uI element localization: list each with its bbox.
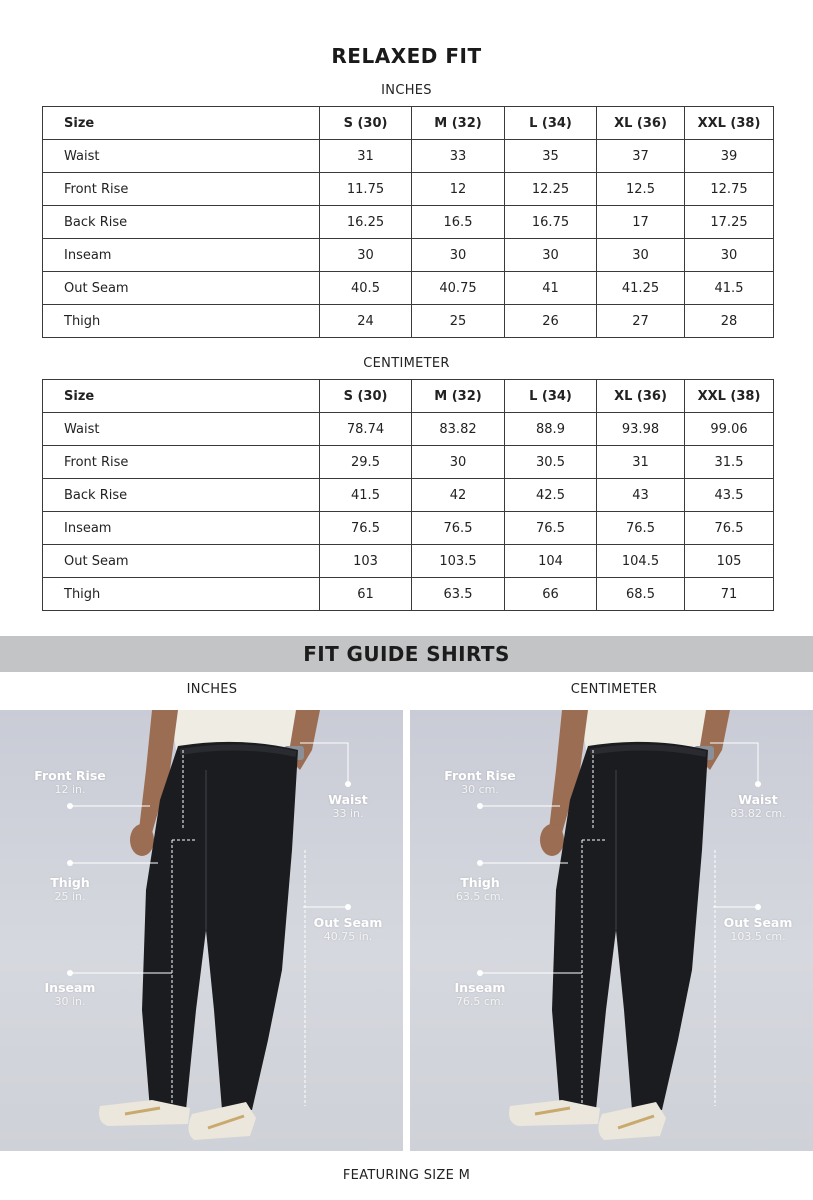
cell: 30: [412, 446, 505, 479]
inches-panel-label: INCHES: [186, 682, 238, 697]
table-row: [43, 578, 774, 611]
cell: 31.5: [685, 446, 774, 479]
thigh-callout: [430, 876, 530, 904]
cell: 41.25: [597, 272, 685, 305]
cell: 104.5: [597, 545, 685, 578]
front-rise-callout: [430, 769, 530, 797]
cell: 40.75: [412, 272, 505, 305]
front-rise-value: 12 in.: [54, 783, 86, 796]
cell: 104: [505, 545, 597, 578]
centimeter-fit-photo: [410, 710, 813, 1151]
row-label: Out Seam: [43, 272, 320, 305]
header-xl: XL (36): [597, 107, 685, 140]
row-label: Out Seam: [43, 545, 320, 578]
cell: 12.5: [597, 173, 685, 206]
cell: 39: [685, 140, 774, 173]
table-row: [43, 545, 774, 578]
table-header-row: [43, 380, 774, 413]
table-header-row: [43, 107, 774, 140]
row-label: Inseam: [43, 512, 320, 545]
cell: 25: [412, 305, 505, 338]
cell: 30: [685, 239, 774, 272]
fit-guide-banner: FIT GUIDE SHIRTS: [0, 636, 813, 672]
cell: 31: [320, 140, 412, 173]
header-s: S (30): [320, 107, 412, 140]
out-seam-name: Out Seam: [723, 915, 793, 930]
cell: 30.5: [505, 446, 597, 479]
cell: 30: [320, 239, 412, 272]
cell: 29.5: [320, 446, 412, 479]
header-xxl: XXL (38): [685, 380, 774, 413]
table-row: [43, 140, 774, 173]
centimeter-size-table: [42, 379, 774, 611]
waist-value: 33 in.: [332, 807, 364, 820]
header-xl: XL (36): [597, 380, 685, 413]
table-row: [43, 173, 774, 206]
cell: 42.5: [505, 479, 597, 512]
cell: 16.25: [320, 206, 412, 239]
waist-callout: [298, 793, 398, 821]
inches-table-label: INCHES: [381, 83, 432, 98]
table-row: [43, 446, 774, 479]
page-title: RELAXED FIT: [331, 44, 482, 68]
cell: 40.5: [320, 272, 412, 305]
table-row: [43, 512, 774, 545]
inches-fit-photo: [0, 710, 403, 1151]
cell: 11.75: [320, 173, 412, 206]
header-l: L (34): [505, 107, 597, 140]
row-label: Waist: [43, 413, 320, 446]
cell: 83.82: [412, 413, 505, 446]
cell: 78.74: [320, 413, 412, 446]
front-rise-name: Front Rise: [444, 768, 516, 783]
cell: 37: [597, 140, 685, 173]
cell: 33: [412, 140, 505, 173]
header-l: L (34): [505, 380, 597, 413]
thigh-callout: [20, 876, 120, 904]
cell: 76.5: [685, 512, 774, 545]
row-label: Back Rise: [43, 479, 320, 512]
out-seam-callout: [298, 916, 398, 944]
cell: 61: [320, 578, 412, 611]
header-m: M (32): [412, 380, 505, 413]
cell: 103.5: [412, 545, 505, 578]
row-label: Inseam: [43, 239, 320, 272]
thigh-value: 25 in.: [54, 890, 86, 903]
cell: 43: [597, 479, 685, 512]
header-s: S (30): [320, 380, 412, 413]
row-label: Thigh: [43, 578, 320, 611]
cell: 71: [685, 578, 774, 611]
thigh-name: Thigh: [50, 875, 90, 890]
cell: 16.5: [412, 206, 505, 239]
cell: 26: [505, 305, 597, 338]
cell: 16.75: [505, 206, 597, 239]
header-xxl: XXL (38): [685, 107, 774, 140]
table-row: [43, 272, 774, 305]
centimeter-panel-label: CENTIMETER: [570, 682, 658, 697]
cell: 105: [685, 545, 774, 578]
front-rise-value: 30 cm.: [461, 783, 499, 796]
cell: 17: [597, 206, 685, 239]
cell: 30: [412, 239, 505, 272]
cell: 43.5: [685, 479, 774, 512]
cell: 12: [412, 173, 505, 206]
inseam-callout: [20, 981, 120, 1009]
thigh-name: Thigh: [460, 875, 500, 890]
row-label: Waist: [43, 140, 320, 173]
row-label: Front Rise: [43, 446, 320, 479]
table-row: [43, 305, 774, 338]
cell: 30: [505, 239, 597, 272]
cell: 76.5: [320, 512, 412, 545]
row-label: Front Rise: [43, 173, 320, 206]
row-label: Thigh: [43, 305, 320, 338]
cell: 76.5: [597, 512, 685, 545]
cell: 93.98: [597, 413, 685, 446]
front-rise-name: Front Rise: [34, 768, 106, 783]
header-m: M (32): [412, 107, 505, 140]
cell: 76.5: [412, 512, 505, 545]
inseam-callout: [430, 981, 530, 1009]
cell: 41.5: [320, 479, 412, 512]
cell: 41: [505, 272, 597, 305]
header-size: Size: [43, 380, 320, 413]
table-row: [43, 479, 774, 512]
cell: 27: [597, 305, 685, 338]
inseam-value: 76.5 cm.: [455, 995, 505, 1008]
waist-name: Waist: [738, 792, 778, 807]
cell: 12.25: [505, 173, 597, 206]
out-seam-name: Out Seam: [313, 915, 383, 930]
cell: 103: [320, 545, 412, 578]
out-seam-value: 103.5 cm.: [730, 930, 786, 943]
cell: 31: [597, 446, 685, 479]
row-label: Back Rise: [43, 206, 320, 239]
cell: 12.75: [685, 173, 774, 206]
cell: 68.5: [597, 578, 685, 611]
waist-value: 83.82 cm.: [730, 807, 786, 820]
out-seam-value: 40.75 in.: [323, 930, 373, 943]
inseam-name: Inseam: [454, 980, 506, 995]
waist-callout: [708, 793, 808, 821]
header-size: Size: [43, 107, 320, 140]
cell: 88.9: [505, 413, 597, 446]
waist-name: Waist: [328, 792, 368, 807]
table-row: [43, 413, 774, 446]
centimeter-table-label: CENTIMETER: [363, 356, 450, 371]
cell: 41.5: [685, 272, 774, 305]
thigh-value: 63.5 cm.: [455, 890, 505, 903]
inseam-value: 30 in.: [54, 995, 86, 1008]
out-seam-callout: [708, 916, 808, 944]
cell: 17.25: [685, 206, 774, 239]
table-row: [43, 206, 774, 239]
table-row: [43, 239, 774, 272]
inseam-name: Inseam: [44, 980, 96, 995]
cell: 99.06: [685, 413, 774, 446]
cell: 42: [412, 479, 505, 512]
inches-size-table: [42, 106, 774, 338]
cell: 35: [505, 140, 597, 173]
front-rise-callout: [20, 769, 120, 797]
cell: 30: [597, 239, 685, 272]
cell: 76.5: [505, 512, 597, 545]
cell: 63.5: [412, 578, 505, 611]
cell: 24: [320, 305, 412, 338]
cell: 66: [505, 578, 597, 611]
cell: 28: [685, 305, 774, 338]
featuring-size-caption: FEATURING SIZE M: [342, 1168, 471, 1183]
